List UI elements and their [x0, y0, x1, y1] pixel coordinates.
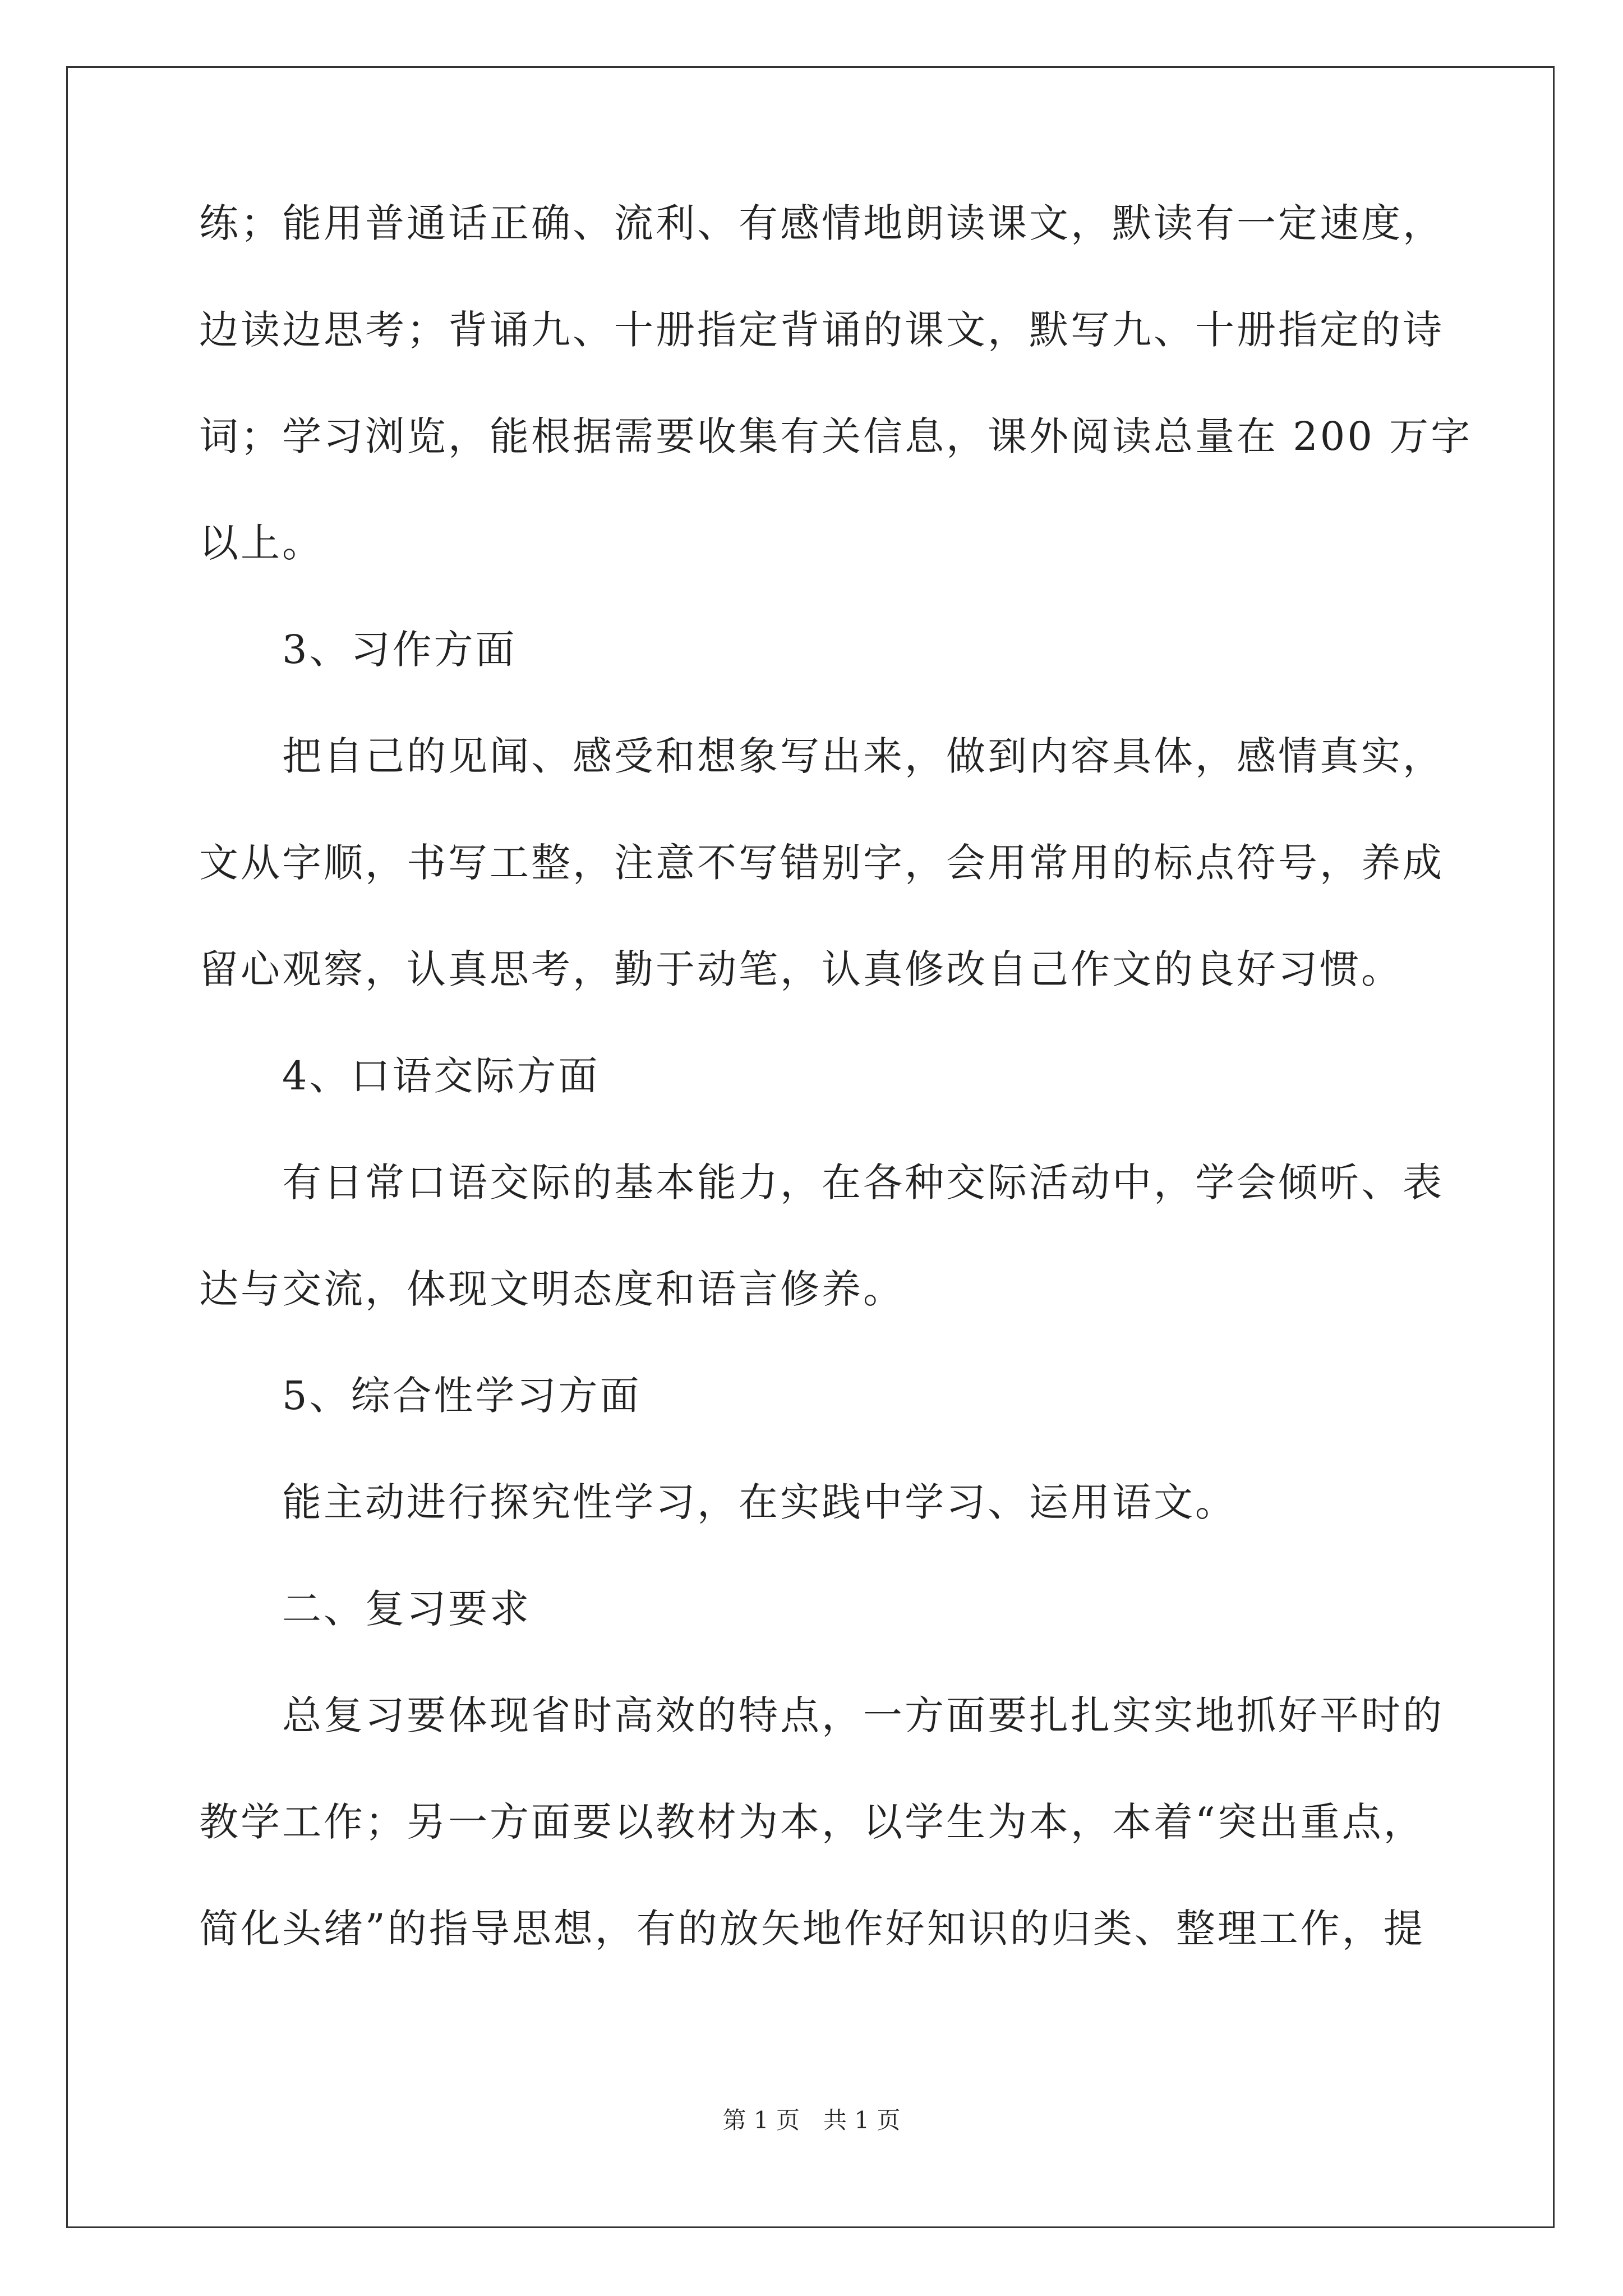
text-line: 文从字顺，书写工整，注意不写错别字，会用常用的标点符号，养成 — [199, 840, 1444, 886]
text-line: 简化头绪”的指导思想，有的放矢地作好知识的归类、整理工作，提 — [199, 1906, 1425, 1952]
text-line: 留心观察，认真思考，勤于动笔，认真修改自己作文的良好习惯。 — [199, 946, 1403, 992]
section-heading: 二、复习要求 — [199, 1586, 531, 1632]
text-line: 能主动进行探究性学习，在实践中学习、运用语文。 — [199, 1479, 1237, 1525]
text-line: 词；学习浏览，能根据需要收集有关信息，课外阅读总量在 200 万字 — [199, 413, 1473, 459]
text-line: 以上。 — [199, 520, 324, 566]
section-heading: 4、口语交际方面 — [199, 1053, 600, 1099]
page-footer: 第 1 页 共 1 页 — [722, 2106, 901, 2134]
text-line: 达与交流，体现文明态度和语言修养。 — [199, 1266, 905, 1312]
text-line: 有日常口语交际的基本能力，在各种交际活动中，学会倾听、表 — [199, 1159, 1444, 1205]
text-line: 教学工作；另一方面要以教材为本，以学生为本，本着“突出重点， — [199, 1799, 1425, 1845]
section-heading: 5、综合性学习方面 — [199, 1373, 642, 1419]
section-heading: 3、习作方面 — [199, 627, 517, 673]
text-line: 练；能用普通话正确、流利、有感情地朗读课文，默读有一定速度， — [199, 200, 1444, 246]
text-line: 把自己的见闻、感受和想象写出来，做到内容具体，感情真实， — [199, 733, 1444, 779]
text-line: 总复习要体现省时高效的特点，一方面要扎扎实实地抓好平时的 — [199, 1692, 1444, 1738]
text-line: 边读边思考；背诵九、十册指定背诵的课文，默写九、十册指定的诗 — [199, 307, 1444, 353]
